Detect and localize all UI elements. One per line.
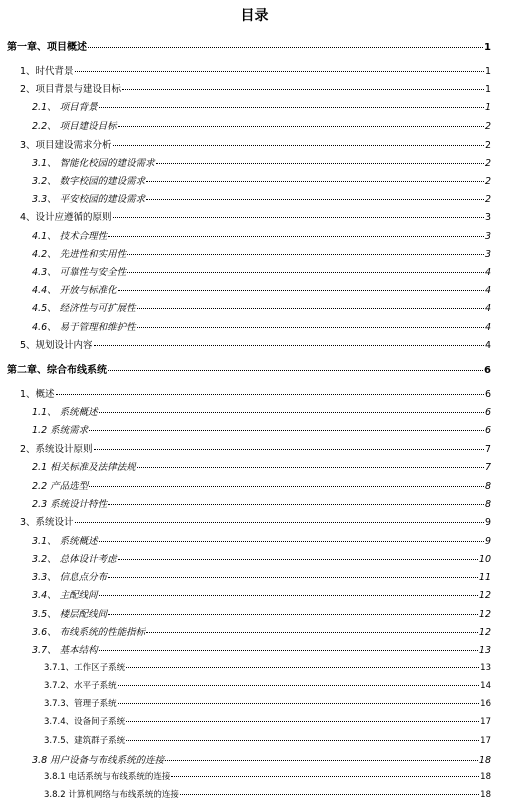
toc-entry-title: 3.1、 智能化校园的建设需求 xyxy=(32,158,155,169)
toc-entry-title: 3.3、 平安校园的建设需求 xyxy=(32,194,146,205)
toc-entry[interactable] xyxy=(32,752,491,766)
toc-entry[interactable] xyxy=(32,99,491,113)
toc-page-number: 3 xyxy=(484,249,491,260)
toc-entry[interactable] xyxy=(44,788,491,800)
toc-entry[interactable] xyxy=(20,337,491,351)
toc-entry[interactable] xyxy=(20,209,491,223)
toc-entry[interactable] xyxy=(32,569,491,583)
dot-leader xyxy=(99,650,478,651)
toc-page-number: 6 xyxy=(484,389,491,400)
toc-entry-title: 3.3、 信息点分布 xyxy=(32,572,108,583)
toc-page-number: 9 xyxy=(484,517,491,528)
toc-page-number: 11 xyxy=(478,572,491,583)
dot-leader xyxy=(118,290,484,291)
dot-leader xyxy=(146,199,484,200)
toc-entry[interactable] xyxy=(44,697,491,709)
toc-page-number: 17 xyxy=(480,717,491,727)
toc-entry[interactable] xyxy=(32,642,491,656)
toc-page-number: 12 xyxy=(478,609,491,620)
dot-leader xyxy=(56,394,484,395)
toc-entry-title: 1、概述 xyxy=(20,389,55,400)
dot-leader xyxy=(89,486,484,487)
toc-entry[interactable] xyxy=(44,734,491,746)
toc-entry-title: 2.2、 项目建设目标 xyxy=(32,121,117,132)
toc-entry[interactable] xyxy=(32,282,491,296)
dot-leader xyxy=(180,794,479,795)
toc-page-number: 12 xyxy=(478,590,491,601)
toc-entry[interactable] xyxy=(20,386,491,400)
dot-leader xyxy=(118,685,480,686)
toc-page-number: 6 xyxy=(484,425,491,436)
toc-page-number: 2 xyxy=(484,140,491,151)
toc-page-number: 6 xyxy=(484,365,491,376)
toc-entry[interactable] xyxy=(20,137,491,151)
toc-entry-title: 3.7.4、设备间子系统 xyxy=(44,717,126,727)
toc-page-number: 7 xyxy=(484,444,491,455)
dot-leader xyxy=(146,181,484,182)
toc-entry-title: 3.7、 基本结构 xyxy=(32,645,98,656)
toc-page-number: 7 xyxy=(484,462,491,473)
toc-entry[interactable] xyxy=(32,478,491,492)
toc-page-number: 8 xyxy=(484,499,491,510)
toc-page-number: 3 xyxy=(484,231,491,242)
dot-leader xyxy=(108,236,484,237)
toc-page-number: 16 xyxy=(480,699,491,709)
toc-entry[interactable] xyxy=(32,496,491,510)
dot-leader xyxy=(108,370,483,371)
dot-leader xyxy=(113,217,484,218)
toc-entry[interactable] xyxy=(32,551,491,565)
toc-entry[interactable] xyxy=(32,587,491,601)
toc-entry-title: 第二章、综合布线系统 xyxy=(7,365,107,376)
toc-entry-title: 3、项目建设需求分析 xyxy=(20,140,112,151)
dot-leader xyxy=(108,504,484,505)
toc-entry[interactable] xyxy=(32,155,491,169)
toc-entry-title: 2.1 相关标准及法律法规 xyxy=(32,462,136,473)
toc-entry-title: 2、系统设计原则 xyxy=(20,444,93,455)
toc-page-number: 10 xyxy=(478,554,491,565)
toc-chapter[interactable] xyxy=(7,38,491,53)
toc-entry[interactable] xyxy=(20,63,491,77)
dot-leader xyxy=(118,559,478,560)
dot-leader xyxy=(156,163,484,164)
dot-leader xyxy=(127,254,484,255)
toc-entry[interactable] xyxy=(44,679,491,691)
toc-entry-title: 3.8.2 计算机网络与布线系统的连接 xyxy=(44,790,179,800)
toc-entry-title: 3.7.1、工作区子系统 xyxy=(44,663,126,673)
toc-entry[interactable] xyxy=(44,715,491,727)
toc-entry[interactable] xyxy=(32,191,491,205)
toc-page-number: 18 xyxy=(478,755,491,766)
toc-page-number: 17 xyxy=(480,736,491,746)
toc-entry-title: 3.2、 数字校园的建设需求 xyxy=(32,176,146,187)
toc-entry-title: 4.2、 先进性和实用性 xyxy=(32,249,127,260)
toc-page-number: 1 xyxy=(484,66,491,77)
toc-page-number: 18 xyxy=(480,790,491,800)
dot-leader xyxy=(126,740,479,741)
toc-entry-title: 3.7.2、水平子系统 xyxy=(44,681,117,691)
toc-entry-title: 4.5、 经济性与可扩展性 xyxy=(32,303,136,314)
toc-entry-title: 3.8.1 电话系统与布线系统的连接 xyxy=(44,772,171,782)
toc-entry[interactable] xyxy=(32,300,491,314)
toc-page-number: 4 xyxy=(484,267,491,278)
toc-entry-title: 3.7.5、建筑群子系统 xyxy=(44,736,126,746)
toc-entry-title: 1.2 系统需求 xyxy=(32,425,89,436)
dot-leader xyxy=(165,760,478,761)
dot-leader xyxy=(108,614,478,615)
toc-page-number: 1 xyxy=(484,84,491,95)
toc-page-number: 1 xyxy=(484,102,491,113)
dot-leader xyxy=(99,412,484,413)
dot-leader xyxy=(99,541,484,542)
toc-page-number: 2 xyxy=(484,176,491,187)
page-title: 目录 xyxy=(240,8,269,24)
toc-entry-title: 2.2 产品选型 xyxy=(32,481,89,492)
toc-page-number: 3 xyxy=(484,212,491,223)
dot-leader xyxy=(99,595,478,596)
toc-entry-title: 2.3 系统设计特性 xyxy=(32,499,108,510)
dot-leader xyxy=(118,703,480,704)
dot-leader xyxy=(113,145,484,146)
toc-entry-title: 4.6、 易于管理和维护性 xyxy=(32,322,136,333)
toc-page-number: 9 xyxy=(484,536,491,547)
toc-entry[interactable] xyxy=(32,319,491,333)
dot-leader xyxy=(146,632,478,633)
toc-entry-title: 3.2、 总体设计考虑 xyxy=(32,554,117,565)
toc-entry-title: 3.5、 楼层配线间 xyxy=(32,609,108,620)
dot-leader xyxy=(118,126,484,127)
toc-page-number: 14 xyxy=(480,681,491,691)
toc-entry-title: 3.6、 布线系统的性能指标 xyxy=(32,627,146,638)
toc-entry-title: 4、设计应遵循的原则 xyxy=(20,212,112,223)
dot-leader xyxy=(171,776,479,777)
toc-entry[interactable] xyxy=(32,624,491,638)
dot-leader xyxy=(137,327,484,328)
toc-page-number: 12 xyxy=(478,627,491,638)
toc-entry[interactable] xyxy=(32,118,491,132)
dot-leader xyxy=(89,430,484,431)
dot-leader xyxy=(88,47,483,48)
toc-entry-title: 4.4、 开放与标准化 xyxy=(32,285,117,296)
toc-page-number: 2 xyxy=(484,194,491,205)
dot-leader xyxy=(75,71,484,72)
toc-entry-title: 3.1、 系统概述 xyxy=(32,536,98,547)
toc-entry-title: 1、时代背景 xyxy=(20,66,74,77)
toc-entry[interactable] xyxy=(32,264,491,278)
toc-page-number: 8 xyxy=(484,481,491,492)
toc-entry-title: 5、规划设计内容 xyxy=(20,340,93,351)
dot-leader xyxy=(126,721,479,722)
toc-entry[interactable] xyxy=(32,228,491,242)
toc-entry[interactable] xyxy=(44,661,491,673)
toc-page-number: 4 xyxy=(484,303,491,314)
dot-leader xyxy=(137,467,484,468)
toc-entry-title: 4.3、 可靠性与安全性 xyxy=(32,267,127,278)
dot-leader xyxy=(127,272,484,273)
dot-leader xyxy=(122,89,484,90)
dot-leader xyxy=(108,577,478,578)
dot-leader xyxy=(99,107,484,108)
toc-entry-title: 2、项目背景与建设目标 xyxy=(20,84,122,95)
toc-entry[interactable] xyxy=(20,514,491,528)
dot-leader xyxy=(126,667,479,668)
toc-page-number: 13 xyxy=(480,663,491,673)
toc-page-number: 13 xyxy=(478,645,491,656)
toc-entry[interactable] xyxy=(32,533,491,547)
toc-entry-title: 1.1、 系统概述 xyxy=(32,407,98,418)
dot-leader xyxy=(75,522,484,523)
dot-leader xyxy=(94,449,484,450)
toc-page-number: 6 xyxy=(484,407,491,418)
toc-page-number: 4 xyxy=(484,322,491,333)
toc-page-number: 2 xyxy=(484,158,491,169)
toc-entry[interactable] xyxy=(32,246,491,260)
toc-page-number: 1 xyxy=(484,42,491,53)
toc-entry[interactable] xyxy=(44,770,491,782)
toc-entry[interactable] xyxy=(20,81,491,95)
toc-entry-title: 4.1、 技术合理性 xyxy=(32,231,108,242)
toc-page-number: 2 xyxy=(484,121,491,132)
toc-page-number: 18 xyxy=(480,772,491,782)
toc-page-number: 4 xyxy=(484,285,491,296)
toc-entry-title: 3.4、 主配线间 xyxy=(32,590,98,601)
toc-entry[interactable] xyxy=(20,441,491,455)
toc-entry[interactable] xyxy=(32,422,491,436)
toc-entry-title: 3.7.3、管理子系统 xyxy=(44,699,117,709)
dot-leader xyxy=(94,345,484,346)
toc-entry[interactable] xyxy=(32,459,491,473)
toc-entry-title: 3、系统设计 xyxy=(20,517,74,528)
toc-entry-title: 3.8 用户设备与布线系统的连接 xyxy=(32,755,165,766)
dot-leader xyxy=(137,308,484,309)
toc-entry-title: 第一章、项目概述 xyxy=(7,42,87,53)
toc-entry[interactable] xyxy=(32,606,491,620)
toc-entry[interactable] xyxy=(32,404,491,418)
toc-page-number: 4 xyxy=(484,340,491,351)
toc-entry[interactable] xyxy=(32,173,491,187)
toc-entry-title: 2.1、 项目背景 xyxy=(32,102,98,113)
toc-chapter[interactable] xyxy=(7,361,491,376)
